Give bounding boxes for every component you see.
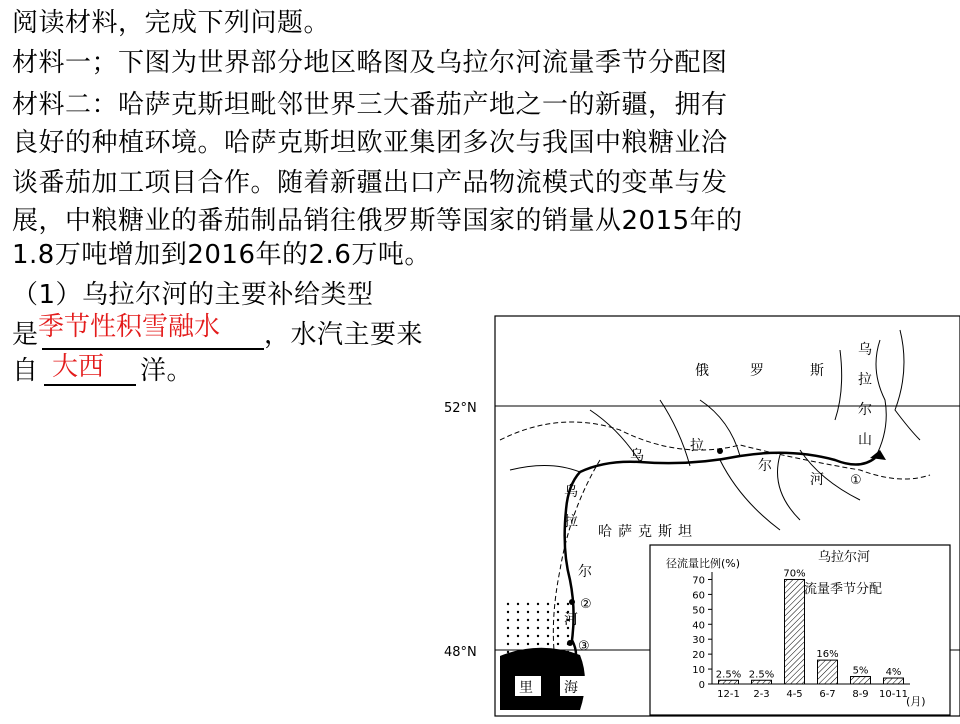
- desert-dot: [547, 643, 549, 645]
- map-figure: [440, 310, 960, 720]
- desert-dot: [507, 651, 509, 653]
- chart-bar: [719, 680, 739, 684]
- chart-y-tick-label: 30: [692, 635, 705, 647]
- tributary: [660, 400, 690, 466]
- tributary: [510, 465, 580, 472]
- material-one-line: 材料一；下图为世界部分地区略图及乌拉尔河流量季节分配图: [12, 48, 728, 78]
- desert-dots: [507, 603, 569, 653]
- desert-dot: [537, 651, 539, 653]
- desert-dot: [537, 635, 539, 637]
- desert-dot: [537, 619, 539, 621]
- chart-y-tick-label: 0: [698, 680, 705, 691]
- ural-river-label-1: 乌: [630, 448, 644, 464]
- ural-river-label-4: 河: [810, 472, 824, 488]
- desert-dot: [517, 643, 519, 645]
- kazakhstan-label: 哈萨克斯坦: [598, 524, 698, 540]
- desert-dot: [557, 651, 559, 653]
- desert-dot: [507, 603, 509, 605]
- desert-dot: [547, 619, 549, 621]
- border-line: [500, 422, 930, 479]
- material-two-line-4: 展，中粮糖业的番茄制品销往俄罗斯等国家的销量从2015年的: [12, 206, 743, 236]
- tributary: [835, 350, 842, 420]
- chart-bar: [851, 677, 871, 684]
- chart-category-label: 12-1: [717, 689, 740, 700]
- desert-dot: [557, 627, 559, 629]
- question-1-from: 自: [12, 356, 39, 386]
- question-1-suffix: 洋。: [140, 356, 194, 386]
- ural-river-vertical-1: 乌: [564, 484, 578, 500]
- chart-y-tick-label: 10: [692, 665, 705, 677]
- caspian-label-1: 里: [519, 680, 533, 696]
- chart-bar: [752, 680, 772, 684]
- chart-ylabel: 径流量比例(%): [666, 557, 741, 570]
- chart-bar-value-label: 2.5%: [748, 669, 775, 681]
- desert-dot: [547, 651, 549, 653]
- chart-category-label: 10-11: [878, 689, 909, 700]
- desert-dot: [537, 627, 539, 629]
- desert-dot: [557, 643, 559, 645]
- latitude-label-48: 48°N: [444, 645, 477, 660]
- desert-dot: [517, 635, 519, 637]
- russia-label-3: 斯: [810, 363, 824, 379]
- tributary: [895, 330, 920, 440]
- chart-bar-value-label: 4%: [885, 667, 902, 679]
- desert-dot: [527, 635, 529, 637]
- chart-xunit: (月): [906, 695, 926, 708]
- tributary: [778, 455, 801, 520]
- ural-river-vertical-4: 河: [564, 612, 578, 628]
- desert-dot: [507, 643, 509, 645]
- desert-dot: [507, 635, 509, 637]
- chart-y-tick-label: 60: [692, 590, 705, 602]
- answer-text-2: 大西: [52, 352, 105, 382]
- desert-dot: [507, 627, 509, 629]
- ural-mountains-label-4: 山: [858, 432, 872, 448]
- chart-category-label: 6-7: [819, 689, 836, 700]
- instruction-line: 阅读材料，完成下列问题。: [12, 8, 331, 38]
- question-1-middle: ，水汽主要来: [264, 320, 424, 350]
- desert-dot: [547, 635, 549, 637]
- desert-dot: [557, 603, 559, 605]
- ural-river-vertical-2: 拉: [564, 514, 578, 530]
- desert-dot: [527, 603, 529, 605]
- ural-mountains-label-2: 拉: [858, 372, 872, 388]
- chart-bar-value-label: 70%: [783, 568, 806, 580]
- marker-2: ②: [580, 597, 592, 612]
- desert-dot: [537, 603, 539, 605]
- desert-dot: [557, 635, 559, 637]
- chart-subtitle: 流量季节分配: [804, 582, 883, 597]
- desert-dot: [567, 603, 569, 605]
- chart-title: 乌拉尔河: [818, 550, 871, 565]
- chart-category-label: 4-5: [786, 689, 803, 700]
- answer-blank-2: [44, 384, 136, 386]
- answer-text-1: 季节性积雪融水: [38, 312, 221, 342]
- city-dot: [569, 599, 575, 605]
- tributary: [700, 400, 740, 456]
- desert-dot: [517, 619, 519, 621]
- material-two-line: 材料二：哈萨克斯坦毗邻世界三大番茄产地之一的新疆，拥有: [12, 90, 728, 120]
- desert-dot: [547, 603, 549, 605]
- desert-dot: [557, 611, 559, 613]
- chart-bar-value-label: 16%: [816, 649, 839, 661]
- russia-label-2: 罗: [750, 363, 764, 379]
- desert-dot: [537, 643, 539, 645]
- flow-chart-inset: [650, 545, 950, 715]
- desert-dot: [517, 603, 519, 605]
- chart-category-label: 2-3: [753, 689, 770, 700]
- latitude-label-52: 52°N: [444, 401, 477, 416]
- answer-blank-1: [42, 348, 264, 350]
- desert-dot: [527, 619, 529, 621]
- desert-dot: [517, 651, 519, 653]
- city-dot: [717, 448, 723, 454]
- caspian-label-2: 海: [564, 680, 578, 696]
- marker-3: ③: [578, 639, 590, 654]
- ural-mountains-label-1: 乌: [858, 342, 872, 358]
- tributary: [875, 340, 886, 458]
- question-1-line: （1）乌拉尔河的主要补给类型: [12, 280, 374, 310]
- chart-y-tick-label: 40: [692, 620, 705, 632]
- ural-river-label-2: 拉: [690, 438, 704, 454]
- chart-y-tick-label: 70: [692, 575, 705, 587]
- desert-dot: [507, 619, 509, 621]
- desert-dot: [507, 611, 509, 613]
- desert-dot: [527, 643, 529, 645]
- marker-1: ①: [850, 473, 862, 488]
- ural-river-label-3: 尔: [758, 458, 772, 474]
- desert-dot: [527, 627, 529, 629]
- ural-mountains-label-3: 尔: [858, 402, 872, 418]
- material-two-line-5: 1.8万吨增加到2016年的2.6万吨。: [12, 240, 431, 270]
- chart-bar-value-label: 2.5%: [715, 669, 742, 681]
- desert-dot: [517, 611, 519, 613]
- desert-dot: [527, 611, 529, 613]
- russia-label-1: 俄: [695, 363, 709, 379]
- question-1-prefix: 是: [12, 320, 39, 350]
- desert-dot: [567, 651, 569, 653]
- desert-dot: [567, 643, 569, 645]
- chart-category-label: 8-9: [852, 689, 869, 700]
- desert-dot: [547, 611, 549, 613]
- desert-dot: [547, 627, 549, 629]
- desert-dot: [517, 627, 519, 629]
- chart-y-tick-label: 20: [692, 650, 705, 662]
- ural-river-vertical-3: 尔: [578, 564, 592, 580]
- desert-dot: [567, 635, 569, 637]
- chart-bar-value-label: 5%: [852, 665, 869, 677]
- material-two-line-3: 谈番茄加工项目合作。随着新疆出口产品物流模式的变革与发: [12, 168, 728, 198]
- chart-bar: [785, 579, 805, 684]
- chart-bar: [884, 678, 904, 684]
- chart-bar: [818, 660, 838, 684]
- desert-dot: [537, 611, 539, 613]
- ural-map: [440, 310, 960, 720]
- desert-dot: [557, 619, 559, 621]
- chart-y-tick-label: 50: [692, 605, 705, 617]
- material-two-line-2: 良好的种植环境。哈萨克斯坦欧亚集团多次与我国中粮糖业洽: [12, 128, 728, 158]
- desert-dot: [527, 651, 529, 653]
